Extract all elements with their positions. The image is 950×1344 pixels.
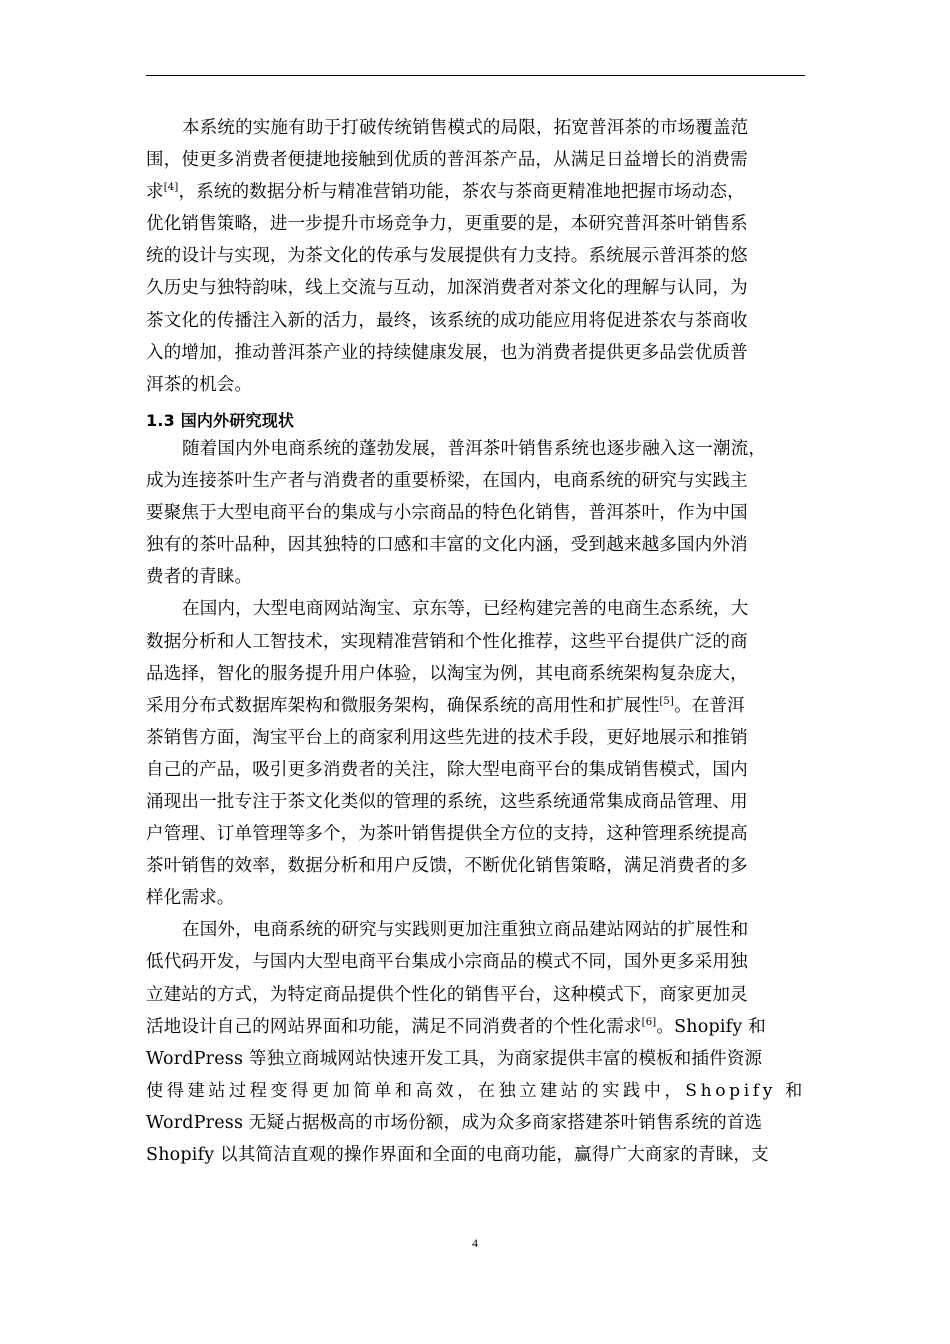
text-line: 数据分析和人工智技术，实现精准营销和个性化推荐，这些平台提供广泛的商 xyxy=(146,631,748,652)
text-line: 统的设计与实现，为茶文化的传承与发展提供有力支持。系统展示普洱茶的悠 xyxy=(146,246,748,267)
text-line xyxy=(146,176,807,208)
text-line: 成为连接茶叶生产者与消费者的重要桥梁，在国内，电商系统的研究与实践主 xyxy=(146,471,748,492)
text-line: 品选择，智化的服务提升用户体验，以淘宝为例，其电商系统架构复杂庞大， xyxy=(146,663,748,684)
text-line: 独有的茶叶品种，因其独特的口感和丰富的文化内涵，受到越来越多国内外消 xyxy=(146,535,748,556)
text-line: 优化销售策略，进一步提升市场竞争力，更重要的是，本研究普洱茶叶销售系 xyxy=(146,214,748,235)
text-line: 围，使更多消费者便捷地接触到优质的普洱茶产品，从满足日益增长的消费需 xyxy=(146,150,748,171)
paragraph xyxy=(146,914,807,1171)
text-line: 本系统的实施有助于打破传统销售模式的局限，拓宽普洱茶的市场覆盖范 xyxy=(182,118,749,138)
text-line: 在国外，电商系统的研究与实践则更加注重独立商品建站网站的扩展性和 xyxy=(182,920,749,941)
text-run: 求 xyxy=(146,182,164,203)
citation-ref: [6] xyxy=(641,1016,657,1028)
text-line: 自己的产品，吸引更多消费者的关注，除大型电商平台的集成销售模式，国内 xyxy=(146,759,748,780)
header-rule xyxy=(146,75,805,76)
text-line: 随着国内外电商系统的蓬勃发展，普洱茶叶销售系统也逐步融入这一潮流， xyxy=(182,438,767,459)
text-line: 在国内，大型电商网站淘宝、京东等，已经构建完善的电商生态系统，大 xyxy=(182,599,749,620)
citation-ref: [5] xyxy=(659,695,675,707)
text-line: 户管理、订单管理等多个，为茶叶销售提供全方位的支持，这种管理系统提高 xyxy=(146,824,748,845)
text-run: ，系统的数据分析与精准营销功能，茶农与茶商更精准地把握市场动态， xyxy=(178,182,745,203)
text-line: 茶销售方面，淘宝平台上的商家利用这些先进的技术手段，更好地展示和推销 xyxy=(146,727,748,748)
text-line: 入的增加，推动普洱茶产业的持续健康发展，也为消费者提供更多品尝优质普 xyxy=(146,342,748,363)
text-line xyxy=(146,690,807,722)
text-line: Shopify 以其简洁直观的操作界面和全面的电商功能，赢得广大商家的青睐，支 xyxy=(146,1145,769,1165)
text-line: 洱茶的机会。 xyxy=(146,374,253,395)
text-line: 立建站的方式，为特定商品提供个性化的销售平台，这种模式下，商家更加灵 xyxy=(146,984,748,1005)
text-run: 。在普洱 xyxy=(674,695,745,716)
text-run: 采用分布式数据库架构和微服务架构，确保系统的高用性和扩展性 xyxy=(146,695,660,716)
text-line: 样化需求。 xyxy=(146,888,235,909)
text-line: 涌现出一批专注于茶文化类似的管理的系统，这些系统通常集成商品管理、用 xyxy=(146,791,748,812)
text-line: 费者的青睐。 xyxy=(146,567,253,588)
text-line: 低代码开发，与国内大型电商平台集成小宗商品的模式不同，国外更多采用独 xyxy=(146,952,748,973)
text-line: 茶文化的传播注入新的活力，最终，该系统的成功能应用将促进茶农与茶商收 xyxy=(146,310,748,331)
page-number: 4 xyxy=(472,1236,478,1250)
paragraph xyxy=(146,112,807,401)
section-heading: 1.3 国内外研究现状 xyxy=(146,410,295,430)
text-run: 。Shopify 和 xyxy=(656,1016,766,1037)
text-line xyxy=(146,1011,807,1043)
paragraph xyxy=(146,433,807,593)
text-line: 久历史与独特韵味，线上交流与互动，加深消费者对茶文化的理解与认同，为 xyxy=(146,278,748,299)
text-run: 活地设计自己的网站界面和功能，满足不同消费者的个性化需求 xyxy=(146,1016,642,1037)
text-line: 要聚焦于大型电商平台的集成与小宗商品的特色化销售，普洱茶叶，作为中国 xyxy=(146,503,748,524)
text-line: 使得建站过程变得更加简单和高效，在独立建站的实践中，Shopify 和 xyxy=(146,1080,806,1101)
text-line: 茶叶销售的效率，数据分析和用户反馈，不断优化销售策略，满足消费者的多 xyxy=(146,856,748,877)
citation-ref: [4] xyxy=(163,182,179,194)
text-line: WordPress 无疑占据极高的市场份额，成为众多商家搭建茶叶销售系统的首选 xyxy=(146,1112,763,1133)
body-text xyxy=(146,112,807,1171)
text-line: WordPress 等独立商城网站快速开发工具，为商家提供丰富的模板和插件资源 xyxy=(146,1048,763,1069)
paragraph xyxy=(146,593,807,914)
